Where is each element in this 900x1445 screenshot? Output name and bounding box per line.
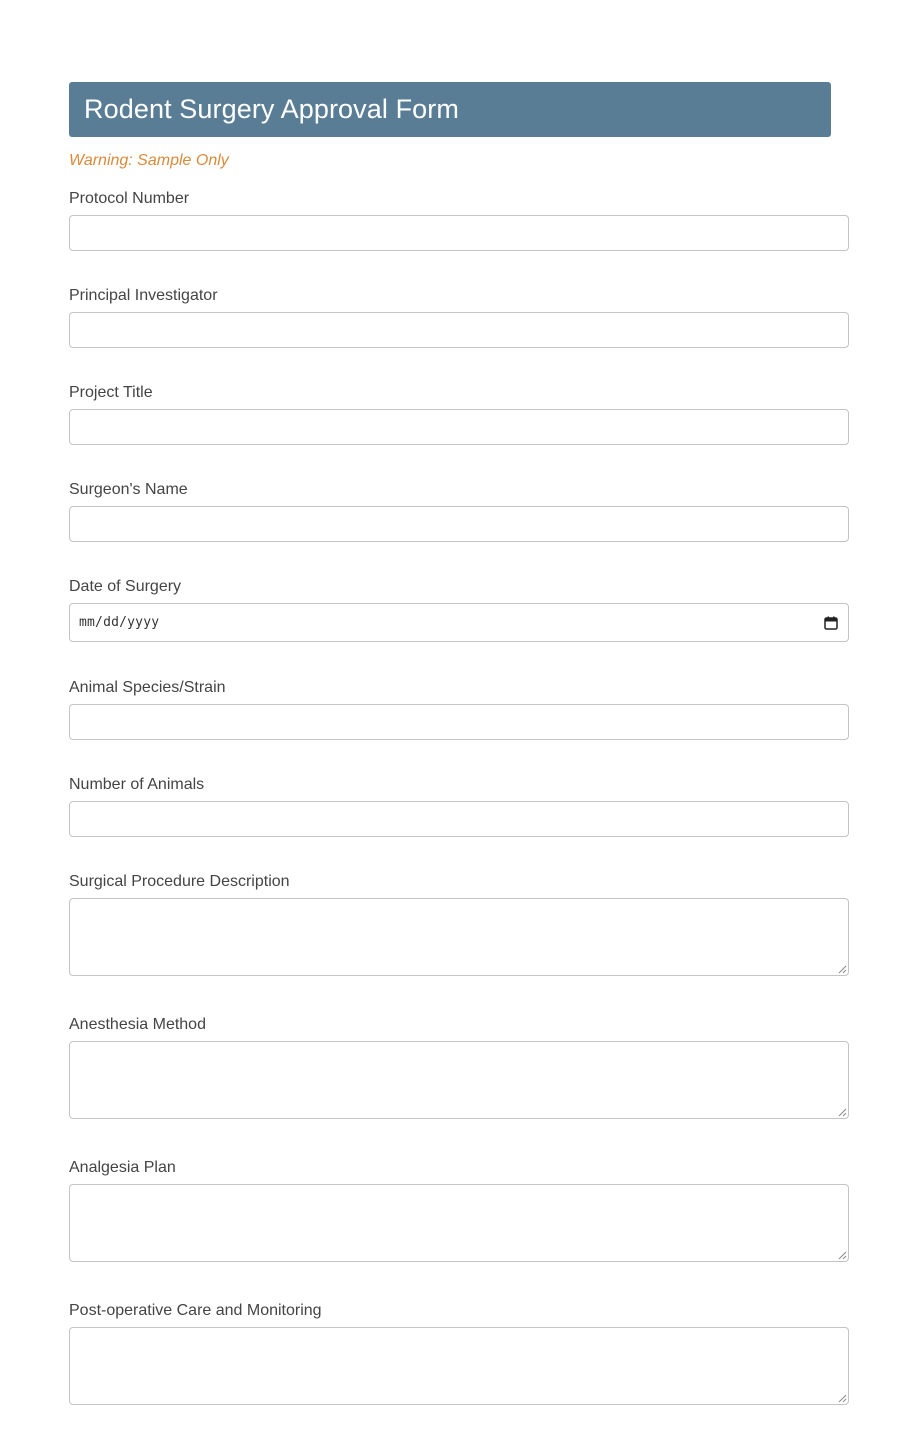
surgical-procedure-label: Surgical Procedure Description (69, 873, 290, 890)
resize-handle-icon[interactable] (838, 1251, 847, 1260)
field-protocol-number (69, 190, 849, 251)
surgical-procedure-textarea[interactable] (69, 898, 849, 976)
calendar-icon[interactable] (824, 616, 838, 630)
principal-investigator-input[interactable] (69, 312, 849, 348)
post-operative-care-textarea[interactable] (69, 1327, 849, 1405)
post-operative-care-label: Post-operative Care and Monitoring (69, 1302, 322, 1319)
field-date-of-surgery (69, 578, 849, 642)
anesthesia-method-label: Anesthesia Method (69, 1016, 206, 1033)
resize-handle-icon[interactable] (838, 1394, 847, 1403)
field-post-operative-care (69, 1302, 849, 1405)
date-placeholder: mm/dd/yyyy (79, 615, 160, 630)
resize-handle-icon[interactable] (838, 965, 847, 974)
approval-form (69, 190, 849, 1445)
protocol-number-label: Protocol Number (69, 190, 190, 207)
principal-investigator-label: Principal Investigator (69, 287, 218, 304)
surgeon-name-input[interactable] (69, 506, 849, 542)
date-of-surgery-label: Date of Surgery (69, 578, 182, 595)
project-title-label: Project Title (69, 384, 153, 401)
field-number-of-animals (69, 776, 849, 837)
field-project-title (69, 384, 849, 445)
field-anesthesia-method (69, 1016, 849, 1119)
field-surgical-procedure (69, 873, 849, 976)
analgesia-plan-textarea[interactable] (69, 1184, 849, 1262)
project-title-input[interactable] (69, 409, 849, 445)
number-of-animals-label: Number of Animals (69, 776, 205, 793)
form-title: Rodent Surgery Approval Form (84, 94, 459, 124)
animal-species-input[interactable] (69, 704, 849, 740)
protocol-number-input[interactable] (69, 215, 849, 251)
anesthesia-method-textarea[interactable] (69, 1041, 849, 1119)
form-header (69, 82, 831, 137)
animal-species-label: Animal Species/Strain (69, 679, 226, 696)
warning-text: Warning: Sample Only (69, 152, 229, 169)
field-principal-investigator (69, 287, 849, 348)
analgesia-plan-label: Analgesia Plan (69, 1159, 176, 1176)
field-surgeon-name (69, 481, 849, 542)
resize-handle-icon[interactable] (838, 1108, 847, 1117)
field-analgesia-plan (69, 1159, 849, 1262)
number-of-animals-input[interactable] (69, 801, 849, 837)
field-animal-species (69, 679, 849, 740)
surgeon-name-label: Surgeon's Name (69, 481, 188, 498)
date-of-surgery-input[interactable] (69, 603, 849, 642)
